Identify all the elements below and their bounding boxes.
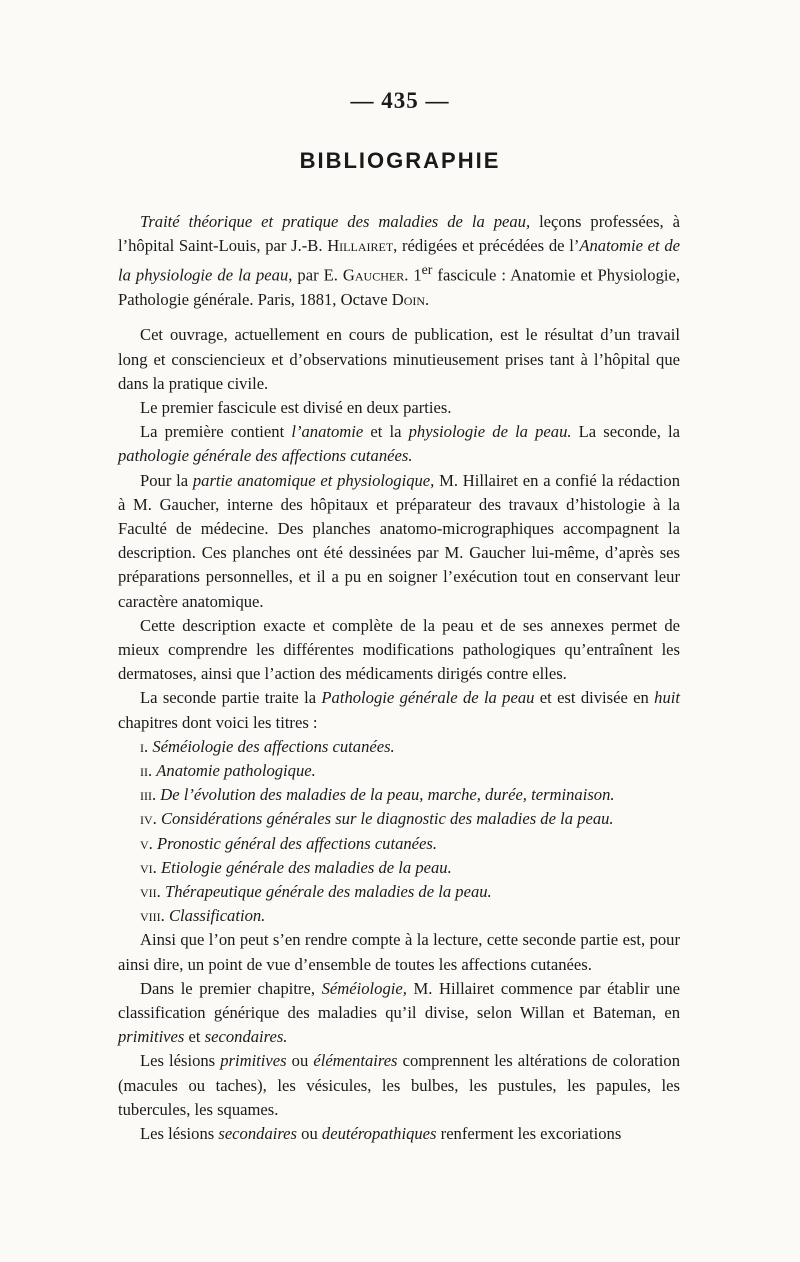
citation: Traité théorique et pratique des maladies de la peau, leçons professées, à l’hôpital Saint-Louis, par J.-B. Hillairet, rédigées et précédées de l’Anatomie et de la physiologie de la peau, par E. Gaucher. 1er fascicule : Anatomie et Physiologie, Pathologie générale. Paris, 1881, Octave Doin. [118,212,681,310]
chapter-item: ii. Anatomie pathologique. [140,761,316,780]
citation-subtitle: Anatomie et de la physiologie de la peau, [118,236,681,285]
paragraph: Les lésions secondaires ou deutéropathiques renferment les excoriations [140,1124,622,1144]
paragraph: Les lésions primitives ou élémentaires comprennent les altérations de coloration (macules ou taches), les vésicules, les bulbes, les pustules, les papules, les tubercules, les squames. [118,1051,680,1119]
paragraph: La première contient l’anatomie et la physiologie de la peau. La seconde, la pathologie générale des affections cutanées. [118,422,680,466]
paragraph: Dans le premier chapitre, Séméiologie, M. Hillairet commence par établir une classification générique des maladies qu’il divise, selon Willan et Bateman, en primitives et secondaires. [118,978,681,1047]
chapter-item: iv. Considérations générales sur le diagnostic des maladies de la peau. [140,809,614,829]
page-body [118,210,680,1146]
citation-title: Traité théorique et pratique des maladies de la peau, [140,212,531,231]
paragraph: Cet ouvrage, actuellement en cours de publication, est le résultat d’un travail long et consciencieux et d’observations minutieusement prises tant à l’hôpital que dans la pratique civile. [118,325,680,393]
chapter-item: i. Séméiologie des affections cutanées. [140,736,395,756]
paragraph: Pour la partie anatomique et physiologique, M. Hillairet en a confié la rédaction à M. Gaucher, interne des hôpitaux et préparateur des travaux d’histologie à la Faculté de médecine. Des planches anatomo-micrographiques accompagnent la description. Ces planches ont été dessinées par M. Gaucher lui-même, d’après ses préparations personnelles, et il a pu en soigner l’exécution tout en conservant leur caractère anatomique. [118,470,681,611]
paragraph: Ainsi que l’on peut s’en rendre compte à la lecture, cette seconde partie est, pour ainsi dire, un point de vue d’ensemble de toutes les affections cutanées. [118,930,680,974]
citation-author: Hillairet [327,236,394,256]
paragraph: Le premier fascicule est divisé en deux parties. [140,397,452,417]
chapter-item: iii. De l’évolution des maladies de la peau, marche, durée, terminaison. [140,785,615,805]
chapter-item: vii. Thérapeutique générale des maladies de la peau. [140,882,492,902]
section-heading: BIBLIOGRAPHIE [299,148,501,173]
citation-publisher: Doin [391,290,426,310]
paragraph: La seconde partie traite la Pathologie générale de la peau et est divisée en huit chapitres dont voici les titres : [118,688,680,732]
citation-author: Gaucher [342,265,405,285]
page-number: — 435 — [350,88,450,113]
paragraph: Cette description exacte et complète de la peau et de ses annexes permet de mieux comprendre les différentes modifications pathologiques qu’entraînent les dermatoses, ainsi que l’action des médicaments dirigés contre elles. [118,615,680,684]
chapter-item: v. Pronostic général des affections cutanées. [140,833,438,853]
chapter-item: vi. Etiologie générale des maladies de la peau. [140,857,452,877]
chapter-list [118,735,680,929]
chapter-item: viii. Classification. [140,906,266,926]
